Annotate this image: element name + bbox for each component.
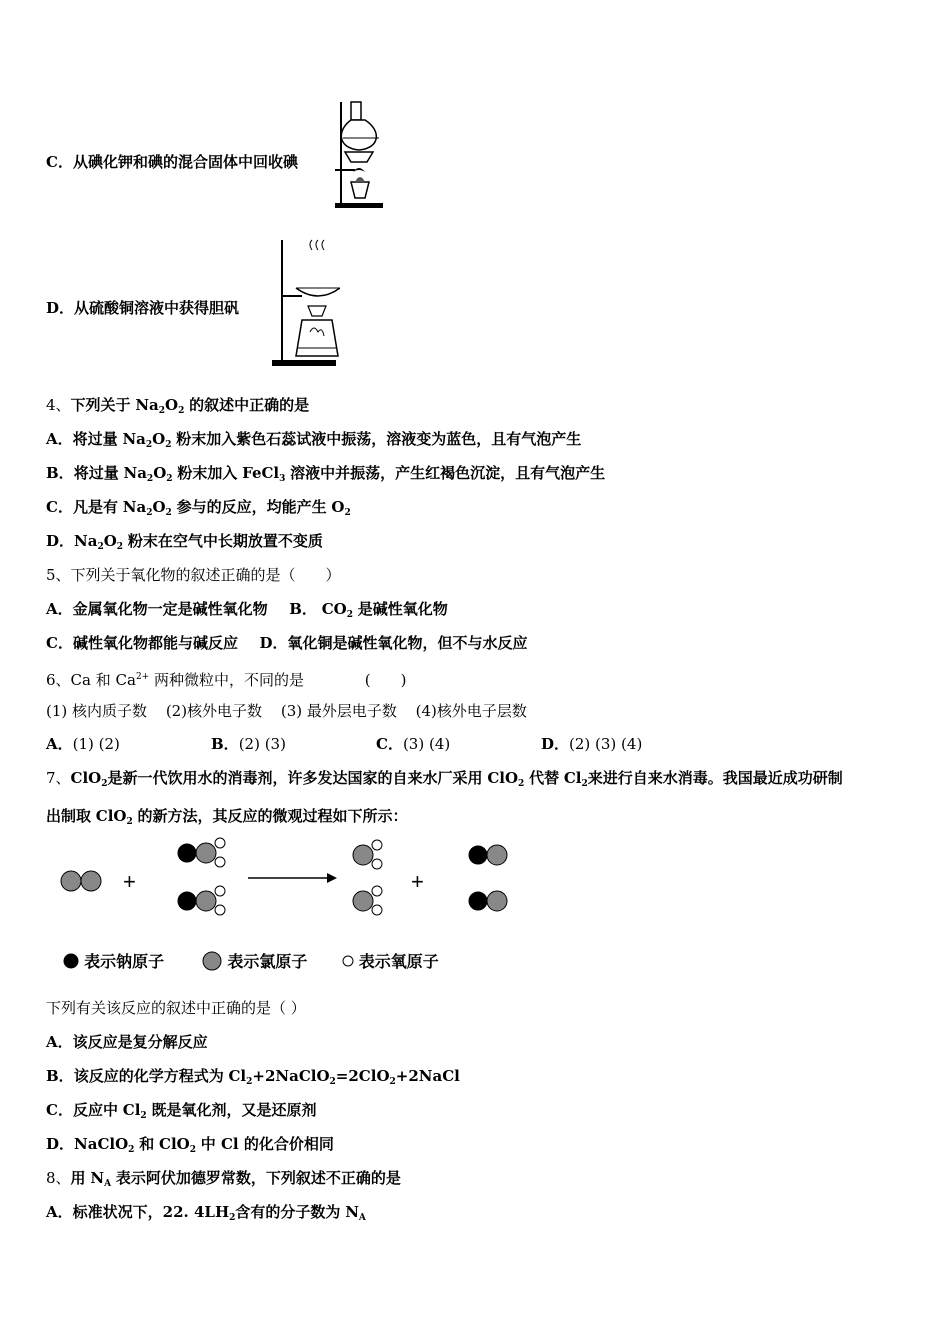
q6-stem: 6、Ca 和 $Ca^{2+}$ 两种微粒中，不同的是 ( ) [46,671,407,689]
q4-option-b: B．将过量 $Na_2O_2$ 粉末加入 FeCl$_3$ 溶液中并振荡，产生红褐色沉淀，且有气泡产生 [46,464,606,484]
o-atom [372,840,382,850]
q7-option-b: B．该反应的化学方程式为 $Cl_2+2NaClO_2=2ClO_2+2NaCl$ [46,1067,460,1087]
q3-option-c: C．从碘化钾和碘的混合固体中回收碘 [46,153,298,171]
q7-stem-line2: 出制取 ClO$_2$ 的新方法，其反应的微观过程如下所示： [46,807,408,827]
q7-ask: 下列有关该反应的叙述中正确的是（ ） [46,999,306,1017]
q5-stem: 5、下列关于氧化物的叙述正确的是（ ） [46,566,341,584]
cl-atom [61,871,81,891]
o-atom [215,886,225,896]
cl-atom [487,845,507,865]
q6-option-d: D．(2) (3) (4) [541,735,643,753]
o-atom [215,905,225,915]
q7-option-d: D．NaClO$_2$ 和 ClO$_2$ 中 Cl 的化合价相同 [46,1135,334,1155]
q7-stem-line1: 7、ClO$_2$是新一代饮用水的消毒剂，许多发达国家的自来水厂采用 ClO$_2$ 代替 $Cl_2$来进行自来水消毒。我国最近成功研制 [46,769,843,789]
na-atom [469,846,487,864]
q6-option-b: B．(2) (3) [211,735,286,753]
reaction-equation: $Cl_2+2NaClO_2=2ClO_2+2NaCl$ [228,1067,460,1087]
na-atom [469,892,487,910]
atom-legend: 表示钠原子 表示氯原子 表示氧原子 [63,951,439,972]
cl-atom [487,891,507,911]
q6-items: (1) 核内质子数 (2)核外电子数 (3) 最外层电子数 (4)核外电子层数 [46,702,527,720]
plus-sign: + [411,869,424,894]
o-atom [215,857,225,867]
q5-options-ab: A．金属氧化物一定是碱性氧化物 B． $CO_2$ 是碱性氧化物 [46,600,448,620]
q7-option-c: C．反应中 $Cl_2$ 既是氧化剂，又是还原剂 [46,1101,317,1121]
cl-atom [81,871,101,891]
na-legend-icon [63,953,79,969]
cl-atom [196,891,216,911]
q4-option-c: C．凡是有 $Na_2O_2$ 参与的反应，均能产生 $O_2$ [46,498,351,518]
o-legend-icon [342,955,354,967]
cl-legend-icon [202,951,222,971]
cl-atom [353,845,373,865]
o-atom [372,859,382,869]
q4-stem: 4、下列关于 $Na_2O_2$ 的叙述中正确的是 [46,396,310,416]
q6-option-c: C．(3) (4) [376,735,451,753]
evaporation-apparatus-figure [268,236,340,370]
o-atom [215,838,225,848]
q8-stem: 8、用 $N_A$ 表示阿伏加德罗常数，下列叙述不正确的是 [46,1169,401,1189]
na-atom [178,844,196,862]
reaction-diagram [55,835,525,925]
q8-option-a: A．标准状况下，22. $4LH_2$含有的分子数为 $N_A$ [46,1203,366,1223]
q7-option-a: A．该反应是复分解反应 [46,1033,208,1051]
q6-option-a: A．(1) (2) [46,735,120,753]
o-atom [372,886,382,896]
cl-atom [196,843,216,863]
q4-option-d: D．$Na_2O_2$ 粉末在空气中长期放置不变质 [46,532,323,552]
cl-atom [353,891,373,911]
q4-option-a: A．将过量 $Na_2O_2$ 粉末加入紫色石蕊试液中振荡，溶液变为蓝色，且有气泡产生 [46,430,582,450]
formula-na2o2: $Na_2O_2$ [135,396,185,416]
sublimation-apparatus-figure [335,100,387,210]
plus-sign: + [123,869,136,894]
reaction-arrowhead [327,873,337,883]
na-atom [178,892,196,910]
q3-option-d: D．从硫酸铜溶液中获得胆矾 [46,299,240,317]
o-atom [372,905,382,915]
q5-options-cd: C．碱性氧化物都能与碱反应 D．氧化铜是碱性氧化物，但不与水反应 [46,634,528,652]
